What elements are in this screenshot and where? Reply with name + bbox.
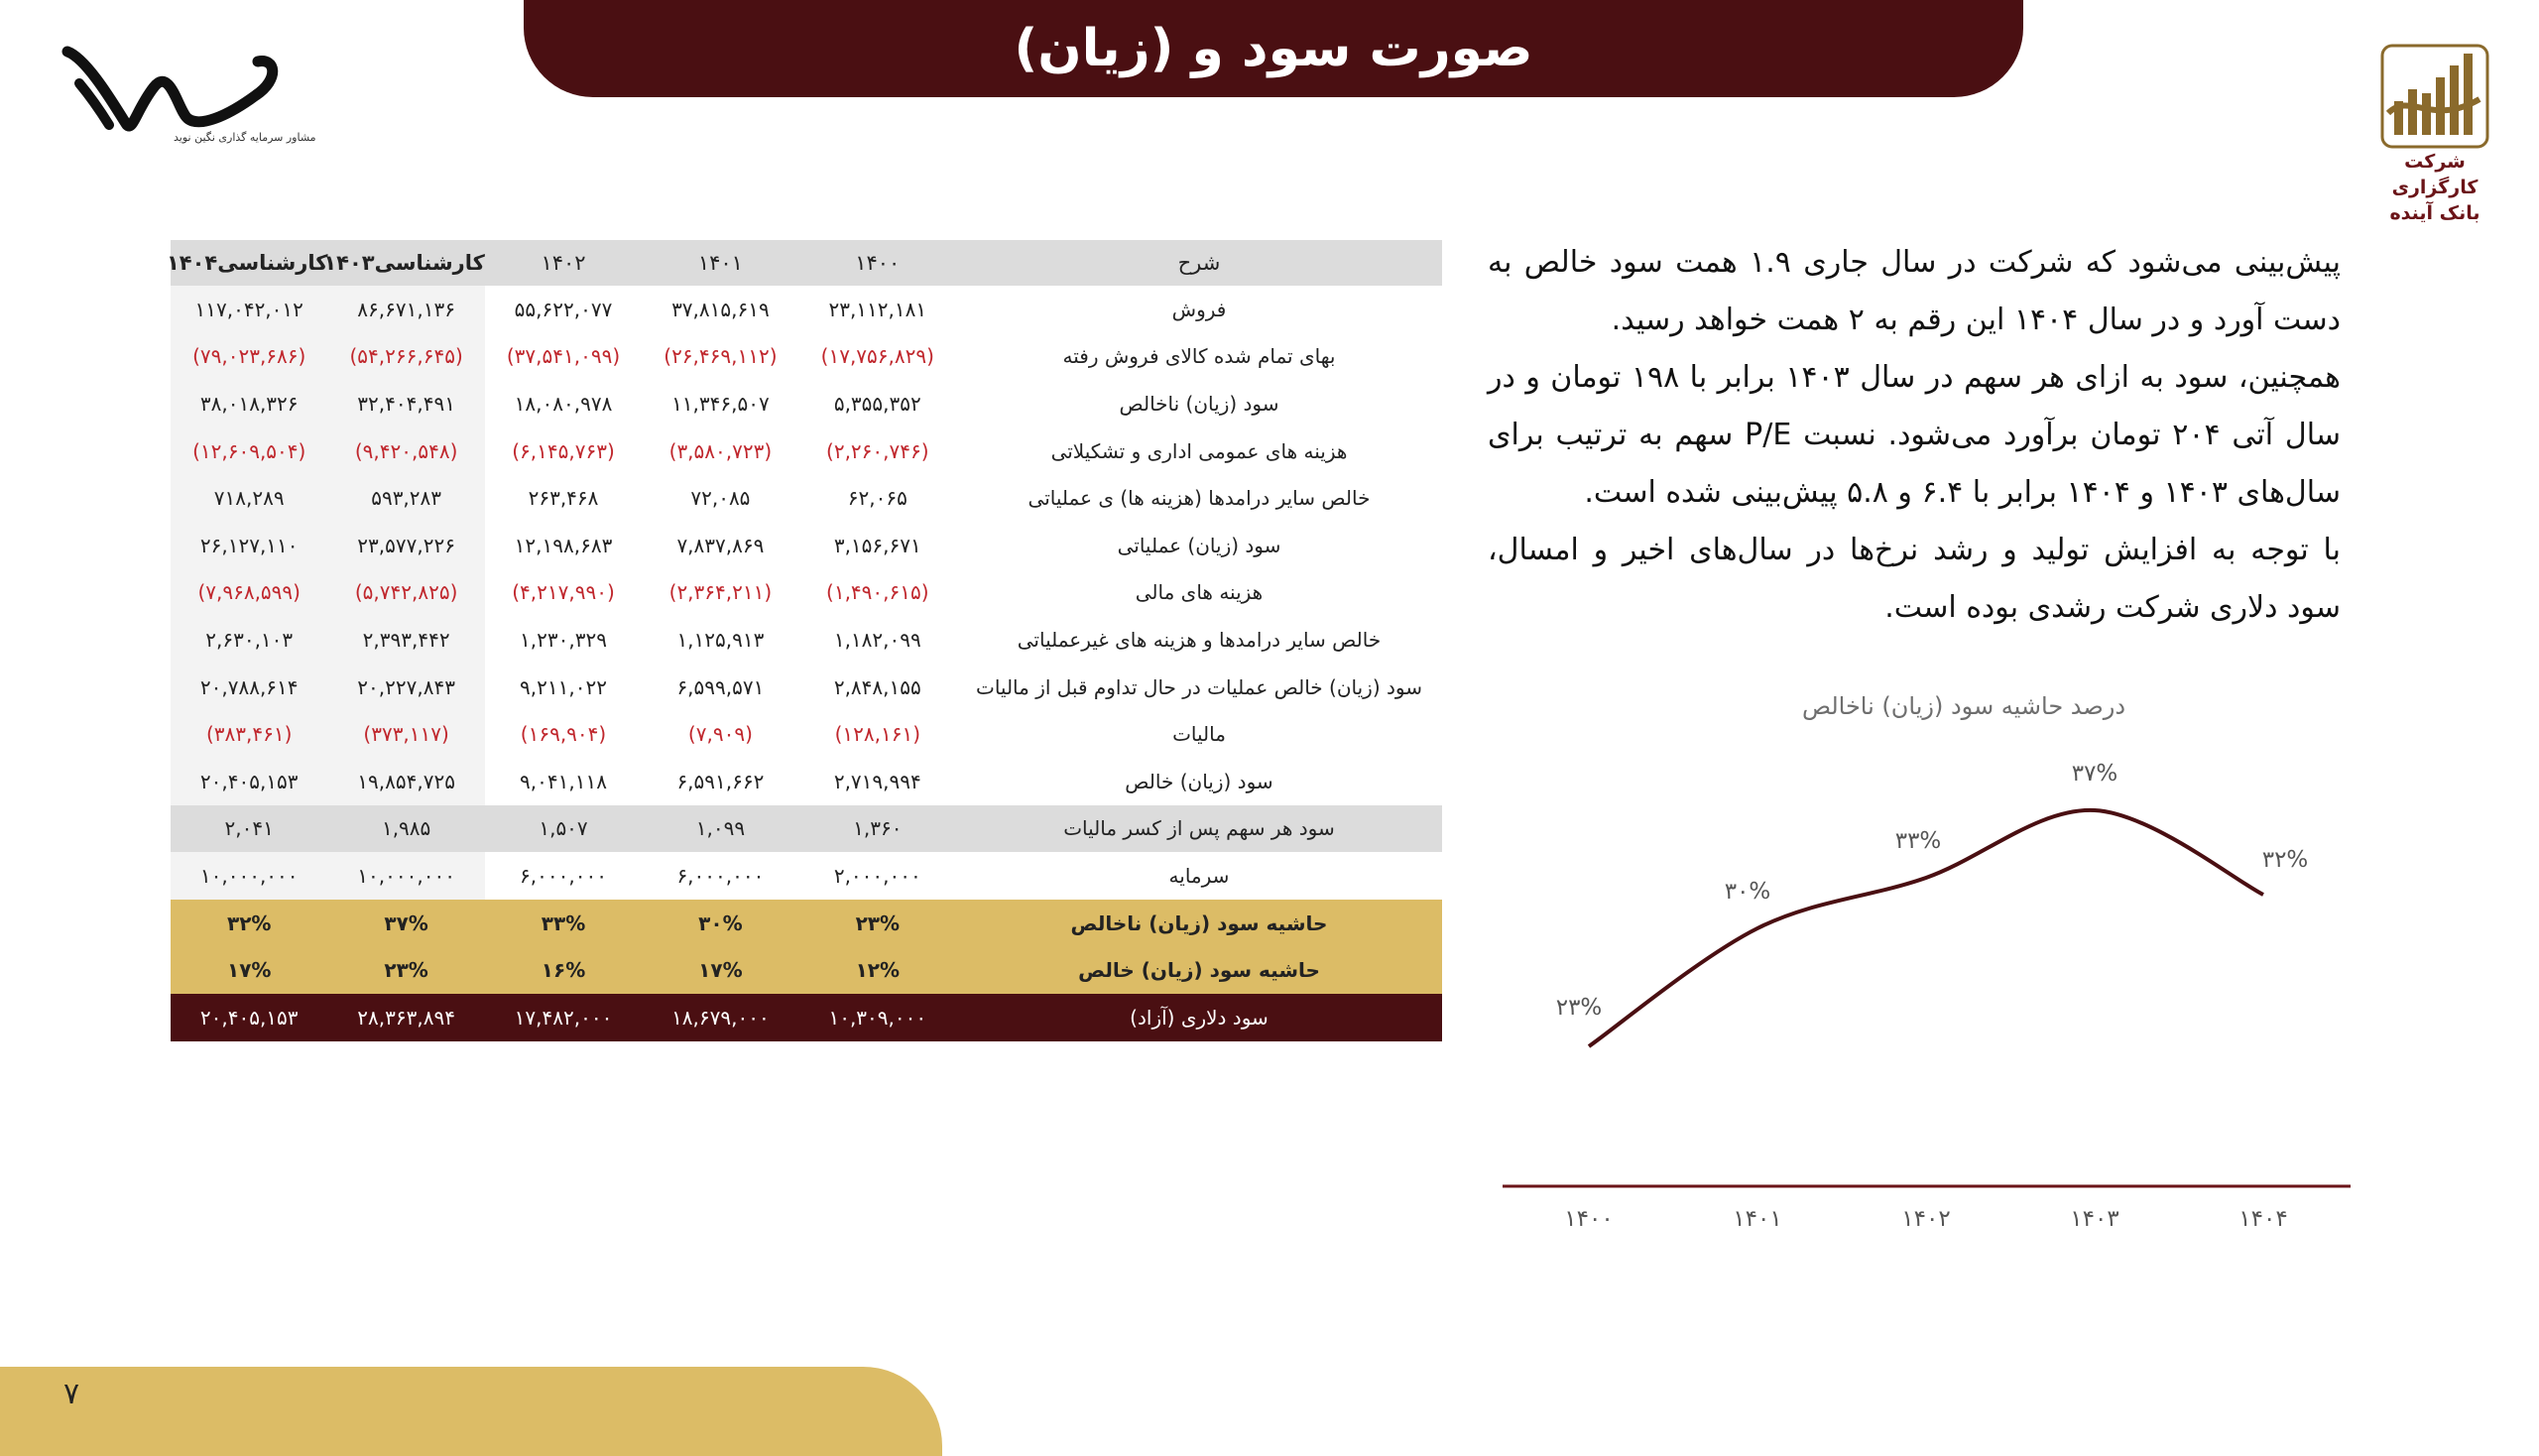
row-label: مالیات xyxy=(1172,722,1226,747)
table-row-net-margin xyxy=(171,946,1442,994)
row-label: حاشیه سود (زیان) ناخالص xyxy=(956,900,1442,947)
logo-right-caption xyxy=(2375,149,2494,226)
cell: (۵۴,۲۶۶,۶۴۵) xyxy=(327,333,484,381)
paragraph-line: با توجه به افزایش تولید و رشد نرخ‌ها در سال‌های اخیر و امسال، سود دلاری شرکت رشدی بوده است. xyxy=(1488,533,2341,625)
table-row xyxy=(171,427,1442,475)
row-label: سود (زیان) خالص عملیات در حال تداوم قبل از مالیات xyxy=(976,674,1422,699)
page-number-tab xyxy=(0,1367,942,1456)
cell: ۳۷,۸۱۵,۶۱۹ xyxy=(671,297,770,321)
cell: ۱,۱۸۲,۰۹۹ xyxy=(833,627,921,652)
cell: ۹,۲۱۱,۰۲۲ xyxy=(520,674,607,699)
cell: ۵۹۳,۲۸۳ xyxy=(327,474,484,522)
cell: ۱۷% xyxy=(171,946,327,994)
cell: ۱,۳۶۰ xyxy=(799,805,956,853)
row-label: خالص سایر درامدها (هزینه ها) ی عملیاتی xyxy=(1028,486,1371,511)
table-header-row xyxy=(171,240,1442,286)
cell: ۲۶,۱۲۷,۱۱۰ xyxy=(171,522,327,569)
row-label: بهای تمام شده کالای فروش رفته xyxy=(1062,344,1336,369)
cell: (۱۲,۶۰۹,۵۰۴) xyxy=(171,427,327,475)
cell: ۲,۳۹۳,۴۴۲ xyxy=(327,616,484,664)
cell: ۱۲% xyxy=(799,946,956,994)
header-1401: ۱۴۰۱ xyxy=(642,240,798,286)
logo-left-caption: مشاور سرمایه گذاری نگین نوید xyxy=(174,131,316,144)
cell: ۱,۵۰۷ xyxy=(485,805,642,853)
x-tick-label: ۱۴۰۱ xyxy=(1733,1206,1782,1232)
page-number: ۷ xyxy=(63,1377,80,1411)
cell: ۶,۵۹۹,۵۷۱ xyxy=(676,674,765,699)
row-label: سرمایه xyxy=(1168,863,1230,888)
cell: ۱۶% xyxy=(485,946,642,994)
row-label: هزینه های عمومی اداری و تشکیلاتی xyxy=(1050,438,1348,463)
cell: ۱۰,۳۰۹,۰۰۰ xyxy=(799,994,956,1041)
table-row xyxy=(171,333,1442,381)
negin-navid-logo xyxy=(60,40,327,159)
table-row xyxy=(171,616,1442,664)
table-row xyxy=(171,758,1442,805)
x-tick-label: ۱۴۰۰ xyxy=(1564,1206,1614,1232)
cell: (۷,۹۶۸,۵۹۹) xyxy=(171,569,327,617)
bank-ayandeh-brokerage-logo xyxy=(2375,44,2494,224)
cell: ۲۶۳,۴۶۸ xyxy=(528,486,599,511)
cell: ۳۷% xyxy=(327,900,484,947)
cell: ۱,۱۲۵,۹۱۳ xyxy=(676,627,765,652)
header-1400: ۱۴۰۰ xyxy=(799,240,956,286)
logo-right-caption-line-1: شرکت کارگزاری xyxy=(2391,151,2479,198)
cell: (۶,۱۴۵,۷۶۳) xyxy=(512,438,615,463)
cell: ۱۷,۴۸۲,۰۰۰ xyxy=(485,994,642,1041)
cell: ۲۰,۴۰۵,۱۵۳ xyxy=(171,994,327,1041)
cell: ۳,۱۵۶,۶۷۱ xyxy=(833,533,921,557)
cell: ۱۰,۰۰۰,۰۰۰ xyxy=(171,852,327,900)
cell: ۹,۰۴۱,۱۱۸ xyxy=(520,769,607,793)
data-label: ۳۳% xyxy=(1894,828,1942,854)
cell: ۱,۹۸۵ xyxy=(327,805,484,853)
data-label: ۳۷% xyxy=(2071,761,2118,787)
cell: ۶,۵۹۱,۶۶۲ xyxy=(676,769,765,793)
x-tick-label: ۱۴۰۴ xyxy=(2238,1206,2288,1232)
cell: ۶۲,۰۶۵ xyxy=(847,486,907,511)
table-row xyxy=(171,852,1442,900)
gross-margin-line-chart xyxy=(1468,734,2380,1270)
cell: ۱۲,۱۹۸,۶۸۳ xyxy=(514,533,613,557)
paragraph-line: پیش‌بینی می‌شود که شرکت در سال جاری ۱.۹ همت سود خالص به دست آورد و در سال ۱۴۰۴ این رقم به ۲ همت خواهد رسید. xyxy=(1488,245,2341,337)
cell: (۲,۳۶۴,۲۱۱) xyxy=(668,580,773,605)
table-row-eps xyxy=(171,805,1442,853)
cell: ۸۶,۶۷۱,۱۳۶ xyxy=(327,286,484,333)
row-label: سود دلاری (آزاد) xyxy=(956,994,1442,1041)
row-label: هزینه های مالی xyxy=(1135,580,1264,605)
cell: ۱۹,۸۵۴,۷۲۵ xyxy=(327,758,484,805)
row-label: فروش xyxy=(1171,297,1227,321)
table-row xyxy=(171,664,1442,711)
cell: (۳۸۳,۴۶۱) xyxy=(171,710,327,758)
cell: ۱۱,۳۴۶,۵۰۷ xyxy=(671,391,770,416)
table-row-gross-margin xyxy=(171,900,1442,947)
cell: (۷,۹۰۹) xyxy=(687,722,753,747)
title-banner xyxy=(524,0,2023,97)
table-row xyxy=(171,522,1442,569)
cell: ۱,۲۳۰,۳۲۹ xyxy=(520,627,607,652)
cell: (۳,۵۸۰,۷۲۳) xyxy=(668,438,773,463)
chart-title: درصد حاشیه سود (زیان) ناخالص xyxy=(1801,692,2126,720)
cell: ۵,۳۵۵,۳۵۲ xyxy=(833,391,921,416)
header-1403-forecast: کارشناسی۱۴۰۳ xyxy=(327,240,484,286)
cell: ۲,۰۰۰,۰۰۰ xyxy=(833,863,921,888)
x-tick-label: ۱۴۰۳ xyxy=(2070,1206,2119,1232)
cell: ۷,۸۳۷,۸۶۹ xyxy=(676,533,765,557)
cell: (۳۷,۵۴۱,۰۹۹) xyxy=(506,344,621,369)
cell: ۳۸,۰۱۸,۳۲۶ xyxy=(171,380,327,427)
cell: (۱۲۸,۱۶۱) xyxy=(834,722,920,747)
logo-right-caption-line-2: بانک آینده xyxy=(2389,202,2480,224)
cell: ۳۰% xyxy=(642,900,798,947)
cell: ۳۲,۴۰۴,۴۹۱ xyxy=(327,380,484,427)
cell: ۲۳% xyxy=(327,946,484,994)
cell: ۶,۰۰۰,۰۰۰ xyxy=(676,863,765,888)
header-description: شرح xyxy=(956,240,1442,286)
cell: (۲,۲۶۰,۷۴۶) xyxy=(826,438,929,463)
cell: ۲۰,۷۸۸,۶۱۴ xyxy=(171,664,327,711)
row-label: سود (زیان) ناخالص xyxy=(1119,391,1279,416)
cell: ۲,۷۱۹,۹۹۴ xyxy=(833,769,921,793)
cell: (۲۶,۴۶۹,۱۱۲) xyxy=(664,344,778,369)
cell: ۱,۰۹۹ xyxy=(642,805,798,853)
cell: ۵۵,۶۲۲,۰۷۷ xyxy=(514,297,613,321)
cell: ۱۸,۶۷۹,۰۰۰ xyxy=(642,994,798,1041)
analysis-paragraph xyxy=(1488,234,2341,637)
table-row xyxy=(171,474,1442,522)
header-1404-forecast: کارشناسی۱۴۰۴ xyxy=(171,240,327,286)
cell: ۲۳,۵۷۷,۲۲۶ xyxy=(327,522,484,569)
cell: ۲۰,۲۲۷,۸۴۳ xyxy=(327,664,484,711)
header-1402: ۱۴۰۲ xyxy=(485,240,642,286)
cell: (۴,۲۱۷,۹۹۰) xyxy=(512,580,615,605)
cell: ۲,۸۴۸,۱۵۵ xyxy=(833,674,921,699)
cell: ۲۸,۳۶۳,۸۹۴ xyxy=(327,994,484,1041)
cell: ۲۳,۱۱۲,۱۸۱ xyxy=(828,297,927,321)
cell: ۲۰,۴۰۵,۱۵۳ xyxy=(171,758,327,805)
brokerage-logo-mark xyxy=(2380,44,2489,149)
cell: (۹,۴۲۰,۵۴۸) xyxy=(327,427,484,475)
cell: (۷۹,۰۲۳,۶۸۶) xyxy=(171,333,327,381)
income-statement-table xyxy=(166,240,1442,1041)
page-title: صورت سود و (زیان) xyxy=(1014,19,1533,78)
row-label: خالص سایر درامدها و هزینه های غیرعملیاتی xyxy=(1017,627,1382,652)
row-label: سود (زیان) خالص xyxy=(1125,769,1273,793)
cell: (۱۷,۷۵۶,۸۲۹) xyxy=(820,344,934,369)
cell: ۷۲,۰۸۵ xyxy=(690,486,751,511)
row-label: حاشیه سود (زیان) خالص xyxy=(956,946,1442,994)
cell: (۱,۴۹۰,۶۱۵) xyxy=(826,580,929,605)
data-label: ۳۲% xyxy=(2261,847,2309,873)
cell: ۱۱۷,۰۴۲,۰۱۲ xyxy=(171,286,327,333)
table-row xyxy=(171,569,1442,617)
cell: (۱۶۹,۹۰۴) xyxy=(520,722,607,747)
cell: ۱۸,۰۸۰,۹۷۸ xyxy=(514,391,613,416)
row-label: سود هر سهم پس از کسر مالیات xyxy=(956,805,1442,853)
cell: (۵,۷۴۲,۸۲۵) xyxy=(327,569,484,617)
cell: ۲,۰۴۱ xyxy=(171,805,327,853)
cell: ۷۱۸,۲۸۹ xyxy=(171,474,327,522)
cell: ۲۳% xyxy=(799,900,956,947)
cell: ۳۳% xyxy=(485,900,642,947)
table-row-dollar-profit xyxy=(171,994,1442,1041)
table-row xyxy=(171,286,1442,333)
x-tick-label: ۱۴۰۲ xyxy=(1901,1206,1951,1232)
cell: ۱۰,۰۰۰,۰۰۰ xyxy=(327,852,484,900)
cell: (۳۷۳,۱۱۷) xyxy=(327,710,484,758)
cell: ۶,۰۰۰,۰۰۰ xyxy=(520,863,607,888)
table-row xyxy=(171,380,1442,427)
negin-navid-logo-mark xyxy=(60,40,327,139)
data-label: ۲۳% xyxy=(1555,995,1603,1021)
row-label: سود (زیان) عملیاتی xyxy=(1117,533,1281,557)
cell: ۱۷% xyxy=(642,946,798,994)
data-label: ۳۰% xyxy=(1724,879,1771,905)
cell: ۳۲% xyxy=(171,900,327,947)
table-row xyxy=(171,710,1442,758)
cell: ۲,۶۳۰,۱۰۳ xyxy=(171,616,327,664)
paragraph-line: همچنین، سود به ازای هر سهم در سال ۱۴۰۳ برابر با ۱۹۸ تومان و در سال آتی ۲۰۴ تومان برآورد می‌شود. نسبت P/E سهم به ترتیب برای سال‌های ۱۴۰۳ و ۱۴۰۴ برابر با ۶.۴ و ۵.۸ پیش‌بینی شده است. xyxy=(1488,360,2342,510)
